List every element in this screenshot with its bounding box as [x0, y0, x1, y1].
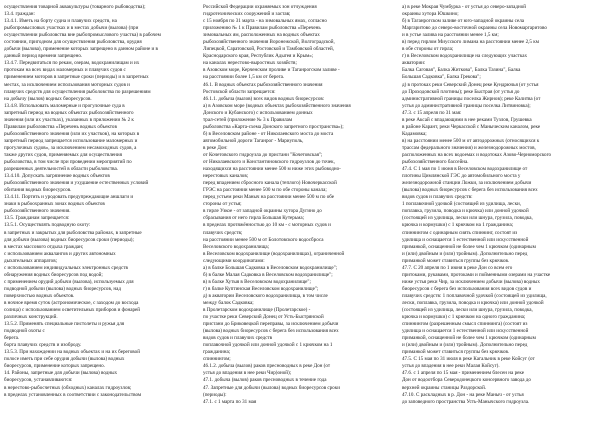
text-line: поплавочной удочкой или донной удочкой с 1 крючком на 1 [203, 342, 333, 349]
text-line: 1 поплавочной удочкой (состоящей из удилища, лески, [402, 201, 522, 208]
text-line: (состоящей из удилища, лески или шнура, грузила, поводка, [402, 307, 533, 314]
text-line: рыбохозяйственного значения. [4, 208, 71, 215]
text-line: 47.1. с 1 марта по 31 мая [203, 398, 257, 405]
text-line: 47.7. С 20 апреля по 1 июня в реке Дон со всем его [402, 264, 513, 271]
text-line: и (или) двойным и (или) тройным). Дополнительно перед [402, 342, 528, 349]
text-line: в обе стороны от гирла; [402, 46, 454, 53]
text-line: рыбопромысловых участках и в местах добычи (вылова) (при [4, 25, 139, 32]
text-line: берега. [4, 335, 20, 342]
text-line: значения (или их участках), указанных в приложении № 2 к [4, 116, 134, 123]
text-line: находящихся на расстоянии менее 500 м ниже этих рыбоводно- [203, 166, 341, 173]
text-line: и (или) двойным и (или) тройным). Дополнительно перед [402, 250, 528, 257]
text-line: борта плавучих средств и изоброду. [4, 342, 82, 349]
text-line: а) в реке Мокрая Чумбурка - от устья до северо-западной [402, 4, 527, 10]
text-line: на расстоянии более 1,5 км от берега. [203, 74, 285, 81]
text-line: на добычу (вылов) водных биоресурсов. [4, 95, 92, 102]
text-line: пристани до Бриковецкой переправы, за исключением добычи [203, 321, 339, 328]
text-line: трал-сетей (приложение № 3 к Правилам [203, 116, 293, 123]
text-line: запретный период на водных объектах рыбохозяйственного [4, 109, 134, 116]
text-line: поверхностью водных объектов. [4, 292, 75, 299]
text-line: акватории: [402, 60, 426, 67]
text-line: (вылова) водных биоресурсов с берега без использования всех [203, 328, 339, 335]
text-line: 46.1.1. добыча (вылов) всех видов водных биоресурсов: [203, 95, 325, 102]
text-line: биоресурсов, устанавливаются: [4, 377, 73, 384]
text-line: ГРЭС на расстоянии менее 500 м по обе стороны канала; [203, 187, 327, 194]
text-line: Веселовского водохранилища; [203, 243, 270, 250]
text-line: (состоящей из удилища, лески или шнура, грузила, поводка, [402, 215, 533, 222]
text-column-right [402, 4, 596, 406]
text-line: запретный период запрещается использование маломерных и [4, 137, 138, 144]
text-line: в реке Аксай с впадающими в нее реками Тузлов, Грушевка [402, 116, 532, 123]
text-line: 13.5.1. Осуществлять подводную охоту: [4, 222, 91, 229]
text-line: плавучих средств: 1 поплавочной удочкой (состоящей из удилища, [402, 292, 547, 299]
text-line: притоками, рукавами, протоками и пойменными озерами на участке [402, 271, 551, 278]
text-line: 47.1. добыча (вылов) раков пресноводных в течение года [203, 377, 327, 384]
text-line: с 15 ноября по 31 марта - на зимовальных ямах, согласно [203, 18, 327, 25]
text-line: в ночное время суток (астрономическое, с заходом до восхода [4, 299, 139, 306]
text-line: 47.6. с 1 апреля по 15 мая - применением блесен на реке [402, 370, 524, 377]
text-line: приманкой, оснащенной не более чем 1 крючком (одинарным [402, 335, 536, 342]
text-line: в местах массового отдыха граждан; [4, 243, 84, 250]
text-line: дыхательных аппаратов; [4, 257, 58, 264]
text-line: осуществления товарной аквакультуры (товарного рыбоводства); [4, 4, 146, 10]
text-line: до заповедного пространства Усть-Манычского гидроузла. [402, 398, 530, 405]
text-line: автомобильной дороги Таганрог - Мариуполь, [203, 137, 304, 144]
text-line: видов судов и плавучих средств [203, 335, 273, 342]
text-line: 13.5.3. При нахождении на водных объектах и на их береговой [4, 349, 140, 356]
text-line: г) в Веселовском водохранилище на следующих участках [402, 53, 528, 60]
text-line: б) в Таганрогском заливе от юго-западной окраины села [402, 18, 525, 25]
text-line: и в устье залива на расстоянии менее 1,5 км; [402, 32, 499, 39]
text-line: от Николаевского и Константиновского гидроузлов до точек, [203, 159, 335, 166]
text-line: перед впадением сбросного канала (теплого) Новочеркасской [203, 180, 337, 187]
text-line: 13.4.1. Иметь на борту судна и плавучих средств, на [4, 18, 117, 25]
text-line: для добычи (вылова) водных биоресурсов сроки (периоды); [4, 236, 134, 243]
text-line: (вылова) водных биоресурсов с берега без использования всех [402, 187, 538, 194]
text-line: прогулочных судов», за исключением несамоходных судов, а [4, 144, 137, 151]
text-line: плотины Цимлянской ГЭС до автомобильного моста у [402, 173, 521, 180]
text-line: 13.4.10. Допускать загрязнение водных объектов [4, 173, 110, 180]
text-line: в Веселовском водохранилище (водохранилищах), ограниченной [203, 250, 345, 257]
text-line: в реке Дон: [203, 144, 228, 151]
text-line: а) в балке Большая Садковка в Веселовском водохранилище"; [203, 264, 338, 271]
text-line: 47.5. С 15 мая по 31 июля в реке Кагальник в реке Койсуг (от [402, 356, 535, 363]
text-line: б) в балке Малая Садковка в Веселовском водохранилище"; [203, 271, 333, 278]
text-line: в пределах протяжённостью до 10 км - с моторных судов и [203, 222, 331, 229]
text-column-middle [203, 4, 397, 406]
text-line: рыбохозяйственного значения Воронежской, Волгоградской, [203, 39, 335, 46]
text-line: гражданина; [203, 349, 231, 356]
text-line: данный период времени запрещено. [4, 53, 83, 60]
text-line: в районе Карант, реки Черкасской с Маныческим каналом, реке [402, 123, 541, 130]
text-line: следующими координатами: [203, 257, 265, 264]
text-line: от Кочетовского гидроузла до пристани "Кочетовская"; [203, 151, 323, 158]
text-line: подводной охоты с [4, 328, 45, 335]
text-line: применением моторов в запретные сроки (периоды) и в запретных [4, 74, 149, 81]
text-line: крючка и кормушки) с 1 крючком на 1 гражданина; [402, 222, 514, 229]
text-line: биоресурсов с берега без использования всех видов судов и [402, 285, 532, 292]
text-line: 47. Запретные для добычи (вылова) водных биоресурсов сроки [203, 384, 340, 391]
text-line: в) перед гирлом Миусского лимана на расстоянии менее 2,5 км [402, 39, 539, 46]
text-line: в запретных и закрытых для рыболовства районах, в запретные [4, 229, 142, 236]
text-line: устья до впадения в нее реки Малая Койсуг). [402, 363, 500, 370]
text-line: 47.4. С 1 мая по 1 июня в Веселовском водохранилище от [402, 166, 528, 173]
text-line: местах, за исключением использования моторных судов и [4, 81, 130, 88]
text-line: 13.4.8. Использовать маломерные и прогулочные суда в [4, 102, 125, 109]
text-line: с использованием индивидуальных электронных средств [4, 264, 128, 271]
text-line: а) в Азовском море (водных объектах рыбохозяйственного значения [203, 102, 351, 109]
text-line: (периоды): [203, 391, 227, 398]
text-line: в гирле Узкое - от западной окраины хутора Дугино до [203, 208, 322, 215]
text-line: приманкой может ставиться группы без крючков. [402, 349, 510, 356]
text-line: 13.5.2. Применять специальные пистолеты и ружья для [4, 321, 125, 328]
text-line: расположенных на всех водоемах и водотоках Азово-Черноморского [402, 151, 552, 158]
text-line: 13.4.7. Передвигаться по рекам, озерам, водохранилищам и их [4, 60, 140, 67]
text-line: в) на расстоянии менее 500 м от автодорожных (относящихся к [402, 137, 540, 144]
text-line: ниже устья реки Чир, за исключением добычи (вылова) водных [402, 278, 540, 285]
text-line: приманкой может ставиться группы без крючков. [402, 257, 510, 264]
text-line: на расстоянии менее 500 м от Болотовского водосброса [203, 236, 324, 243]
text-line: приманкой, оснащенной не более чем 1 крючком (одинарным [402, 243, 536, 250]
text-line: обитания водных биоресурсов. [4, 187, 72, 194]
text-line: подводной добычи (вылова) водных биоресурсов, над [4, 285, 122, 292]
text-line: в нерестово-рыбосчетных (обходных) каналах гидроузлов; [4, 384, 132, 391]
text-line: рыбохозяйственного значения и ухудшение естественных условий [4, 180, 149, 187]
text-line: полосе иметь при себе орудия добычи (вылова) водных [4, 356, 125, 363]
text-line: административной границы поселка Жирнов); реке Калитва (от [402, 95, 541, 102]
text-column-left [4, 4, 198, 399]
text-line: Балка Саговая", Балка Житкова", Балка Тазина", Балка [402, 67, 521, 74]
text-line: также других судов, применяемых для осуществления [4, 151, 122, 158]
text-line: г) в балке Куптинская Веселовском водохранилище"; [203, 285, 319, 292]
text-line: удилища и оснащается 1 естественной или искусственной [402, 236, 529, 243]
text-line: Липецкой, Саратовской, Ростовской и Тамбовской областей, [203, 46, 334, 53]
text-line: стороны от устья; [203, 201, 242, 208]
text-line: Краснодарского края, Республик Адыгея и Крым»; [203, 53, 314, 60]
text-line: крючка и кормушки) с 1 крючком на одного гражданина; [402, 314, 526, 321]
text-line: устья до впадения в нее реки Чир)оной); [203, 370, 292, 377]
text-line: б) в Веселовском районе - от Николаевского моста до моста [203, 130, 334, 137]
text-line: верхней окраины станицы Раздорской. [402, 384, 487, 391]
text-line: трассам федерального значения) и железнодорожных мостов, [402, 144, 536, 151]
text-line: лески, поплавка, грузила, поводка и крючка) или донной удочкой [402, 299, 544, 306]
text-line: устья до административной границы поселка Литвиновка); [402, 102, 531, 109]
text-line: гидротехнических сооружений и застав; [203, 11, 291, 18]
text-line: Кадамовка; [402, 130, 427, 137]
text-line: 13.4. граждан: [4, 11, 35, 18]
text-line: между балок Садковка; [203, 299, 254, 306]
text-line: рыболовства «Карта-схема Донского запретного пространства»); [203, 123, 344, 130]
text-line: рыбохозяйственного значения (или их участков), на которых в [4, 130, 140, 137]
text-line: солнца) с использованием осветительных приборов и фонарей [4, 307, 141, 314]
text-line: биоресурсов, применение которых запрещено. [4, 363, 105, 370]
text-line: разрешенных деятельностей в области рыболовства. [4, 166, 119, 173]
text-line: состоянии, пригодном для осуществления рыболовства, орудия [4, 39, 142, 46]
text-line: спиннингом; [203, 356, 231, 363]
text-line: спиннингом (разрешенным смысл спиннинга) (состоят из [402, 321, 528, 328]
text-line: плавучих средств; [203, 229, 243, 236]
text-line: сбрасывания от него гирла Большая Кутерьма; [203, 215, 305, 222]
text-line: нерестовых каналов; [203, 173, 249, 180]
text-line: спиннингом с одинарным сиять спиннинг, состоят из [402, 229, 518, 236]
text-line: зимовальных ям, расположенных на водных объектах [203, 32, 320, 39]
text-line: железнодорожной станции Ложки, за исключением добычи [402, 180, 532, 187]
text-line: приложению № 1 к Правилам рыболовства «Перечень [203, 25, 321, 32]
text-line: перед устьем реки Маныч на расстоянии менее 500 м по обе [203, 194, 335, 201]
text-line: Российской Федерации охраняемых зон отчуждения [203, 4, 317, 10]
text-line: рыболовства, в том числе при проведении мероприятий по [4, 159, 132, 166]
text-line: 46.1. В водных объектах рыбохозяйственного значения [203, 81, 323, 88]
text-line: в пределах установленных в соответствии с законодательством [4, 391, 142, 398]
text-line: удилища и оснащается 1 естественной или искусственной [402, 328, 529, 335]
text-line: Дон от водоотбора Северодонецкого консервного завода до [402, 377, 531, 384]
text-line: Маргаритово до северо-восточной окраины села Новомаргаритово [402, 25, 547, 32]
text-line: в Азовском море, Керченском проливе и Таганрогском заливе - [203, 67, 340, 74]
text-line: поплавка, грузила, поводка и крючка) или донной удочкой [402, 208, 529, 215]
text-line: протокам на всех видах маломерных и плавучих судов с [4, 67, 126, 74]
text-line: с использованием аквалангов и других автономных [4, 250, 116, 257]
text-line: видов судов и плавучих средств: [402, 194, 473, 201]
text-line: 14. Районы, запретные для добычи (вылова) водных [4, 370, 118, 377]
text-line: обнаружения водных биоресурсов под водой; [4, 271, 103, 278]
text-line: рыбохозяйственного бассейна. [402, 159, 469, 166]
text-line: Ростовской области запрещается: [203, 88, 276, 95]
text-line: окраины хутора Юшкино; [402, 11, 459, 18]
text-line: осуществлении рыболовства вне рыбопромыслового участка) в рабочем [4, 32, 161, 39]
text-line: в) в балке Хутыя в Веселовском водохранилище"; [203, 278, 311, 285]
text-line: 47.3. с 15 апреля по 31 мая: [402, 109, 462, 116]
text-line: Правилам рыболовства «Перечень водных объектов [4, 123, 117, 130]
text-line: 13.4.11. Портить и уродовать предупреждающие аншлаги и [4, 194, 134, 201]
text-line: 47.10. С раскладных в р. Дон - на реке Маныч - от устья [402, 391, 524, 398]
text-line: Донского и Кубанского) с использованием донных [203, 109, 313, 116]
text-line: в Пролетарском водохранилище (Пролетарское) - [203, 307, 311, 314]
text-line: 13.5. Гражданам запрещается: [4, 215, 70, 222]
text-line: с применением орудий добычи (вылова), используемых для [4, 278, 134, 285]
text-line: 46.1.2. добыча (вылов) раков пресноводных в реке Дон (от [203, 363, 331, 370]
text-line: добычи (вылова), применение которых запрещено в данном районе и в [4, 46, 158, 53]
text-line: плавучих средств для осуществления рыболовства по разрешениям [4, 88, 151, 95]
text-line: д) в акватории Веселовского водохранилища, в том числе [203, 292, 328, 299]
text-line: различных конструкций. [4, 314, 58, 321]
text-line: на каналах нерестово-выростных хозяйств; [203, 60, 297, 67]
text-line: до Проходовской плотины); реке Быстрая (от устья до [402, 88, 520, 95]
text-line: по участке реки Северский Донец от Усть-Быстрянской [203, 314, 324, 321]
text-line: д) в протоках реки Северский Донец реке Кундрючья (от устья [402, 81, 539, 88]
text-line: знаки в рыбоохранных зонах водных объектов [4, 201, 105, 208]
text-line: Большая Садковка", Балка Грекова"; [402, 74, 481, 81]
